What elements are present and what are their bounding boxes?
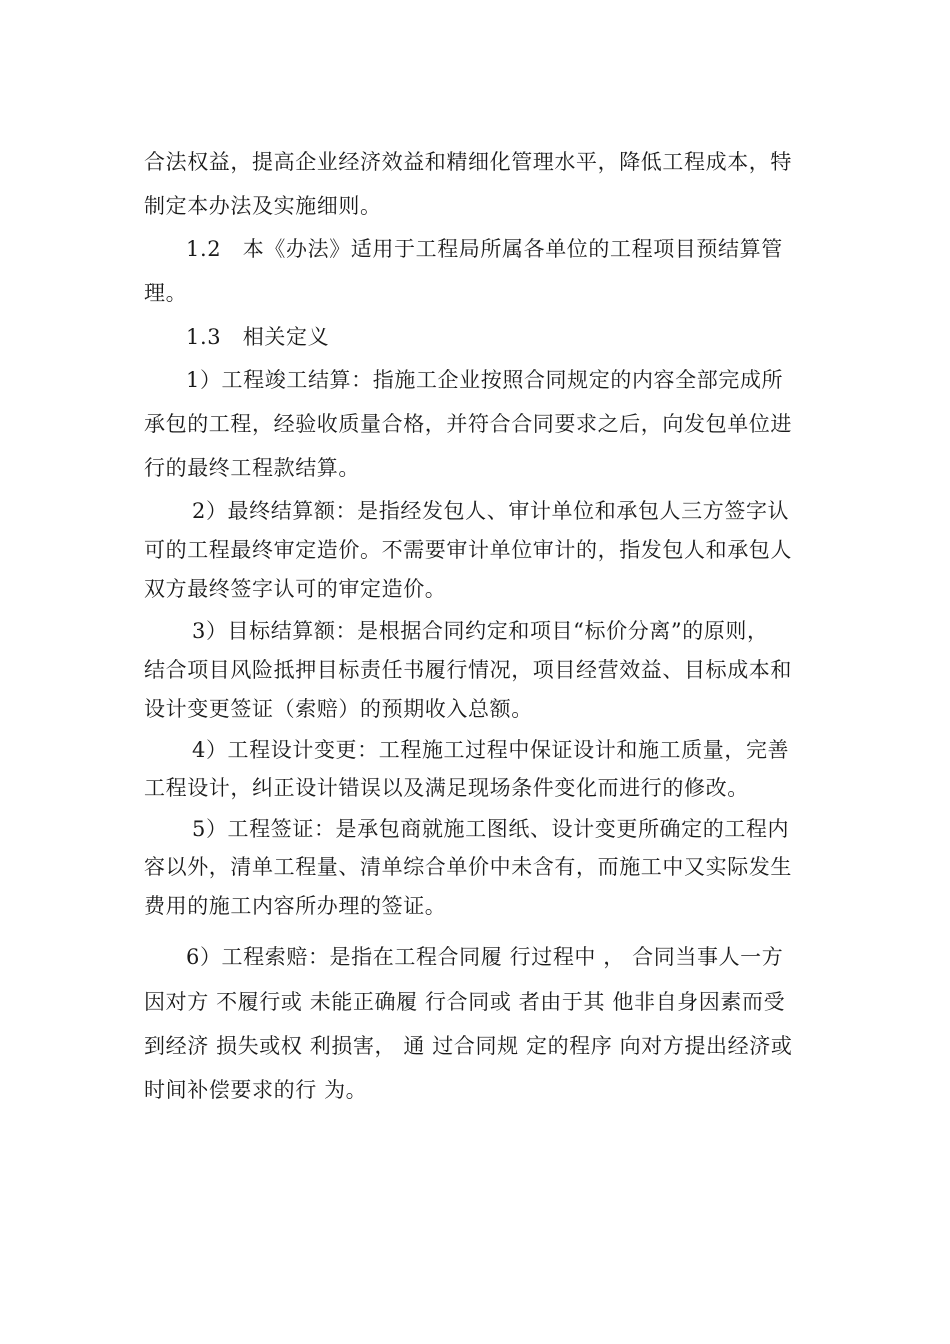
paragraph-line: 制定本办法及实施细则。 bbox=[144, 194, 382, 218]
paragraph-line: 时间补偿要求的行 为。 bbox=[144, 1078, 368, 1102]
paragraph-line: 行的最终工程款结算。 bbox=[144, 456, 360, 480]
paragraph-line: 3）目标结算额：是根据合同约定和项目“标价分离”的原则， bbox=[192, 619, 769, 643]
paragraph-line: 到经济 损失或权 利损害， 通 过合同规 定的程序 向对方提出经济或 bbox=[144, 1034, 793, 1058]
paragraph-line: 合法权益，提高企业经济效益和精细化管理水平，降低工程成本，特 bbox=[144, 150, 792, 174]
paragraph-line: 双方最终签字认可的审定造价。 bbox=[144, 577, 447, 601]
paragraph-line: 承包的工程，经验收质量合格，并符合合同要求之后，向发包单位进 bbox=[144, 412, 792, 436]
paragraph-line: 5）工程签证：是承包商就施工图纸、设计变更所确定的工程内 bbox=[192, 817, 790, 841]
section-heading: 1.3 相关定义 bbox=[186, 325, 330, 349]
paragraph-line: 1.2 本《办法》适用于工程局所属各单位的工程项目预结算管 bbox=[186, 237, 783, 261]
paragraph-line: 容以外，清单工程量、清单综合单价中未含有，而施工中又实际发生 bbox=[144, 855, 792, 879]
paragraph-line: 1）工程竣工结算：指施工企业按照合同规定的内容全部完成所 bbox=[186, 368, 784, 392]
paragraph-line: 结合项目风险抵押目标责任书履行情况，项目经营效益、目标成本和 bbox=[144, 658, 792, 682]
paragraph-line: 设计变更签证（索赔）的预期收入总额。 bbox=[144, 697, 533, 721]
paragraph-line: 理。 bbox=[144, 281, 188, 305]
paragraph-line: 可的工程最终审定造价。不需要审计单位审计的，指发包人和承包人 bbox=[144, 538, 792, 562]
paragraph-line: 6）工程索赔：是指在工程合同履 行过程中 ， 合同当事人一方 bbox=[186, 945, 784, 969]
paragraph-line: 因对方 不履行或 未能正确履 行合同或 者由于其 他非自身因素而受 bbox=[144, 990, 786, 1014]
paragraph-line: 工程设计，纠正设计错误以及满足现场条件变化而进行的修改。 bbox=[144, 776, 749, 800]
paragraph-line: 费用的施工内容所办理的签证。 bbox=[144, 894, 447, 918]
paragraph-line: 4）工程设计变更：工程施工过程中保证设计和施工质量，完善 bbox=[192, 738, 790, 762]
paragraph-line: 2）最终结算额：是指经发包人、审计单位和承包人三方签字认 bbox=[192, 499, 790, 523]
